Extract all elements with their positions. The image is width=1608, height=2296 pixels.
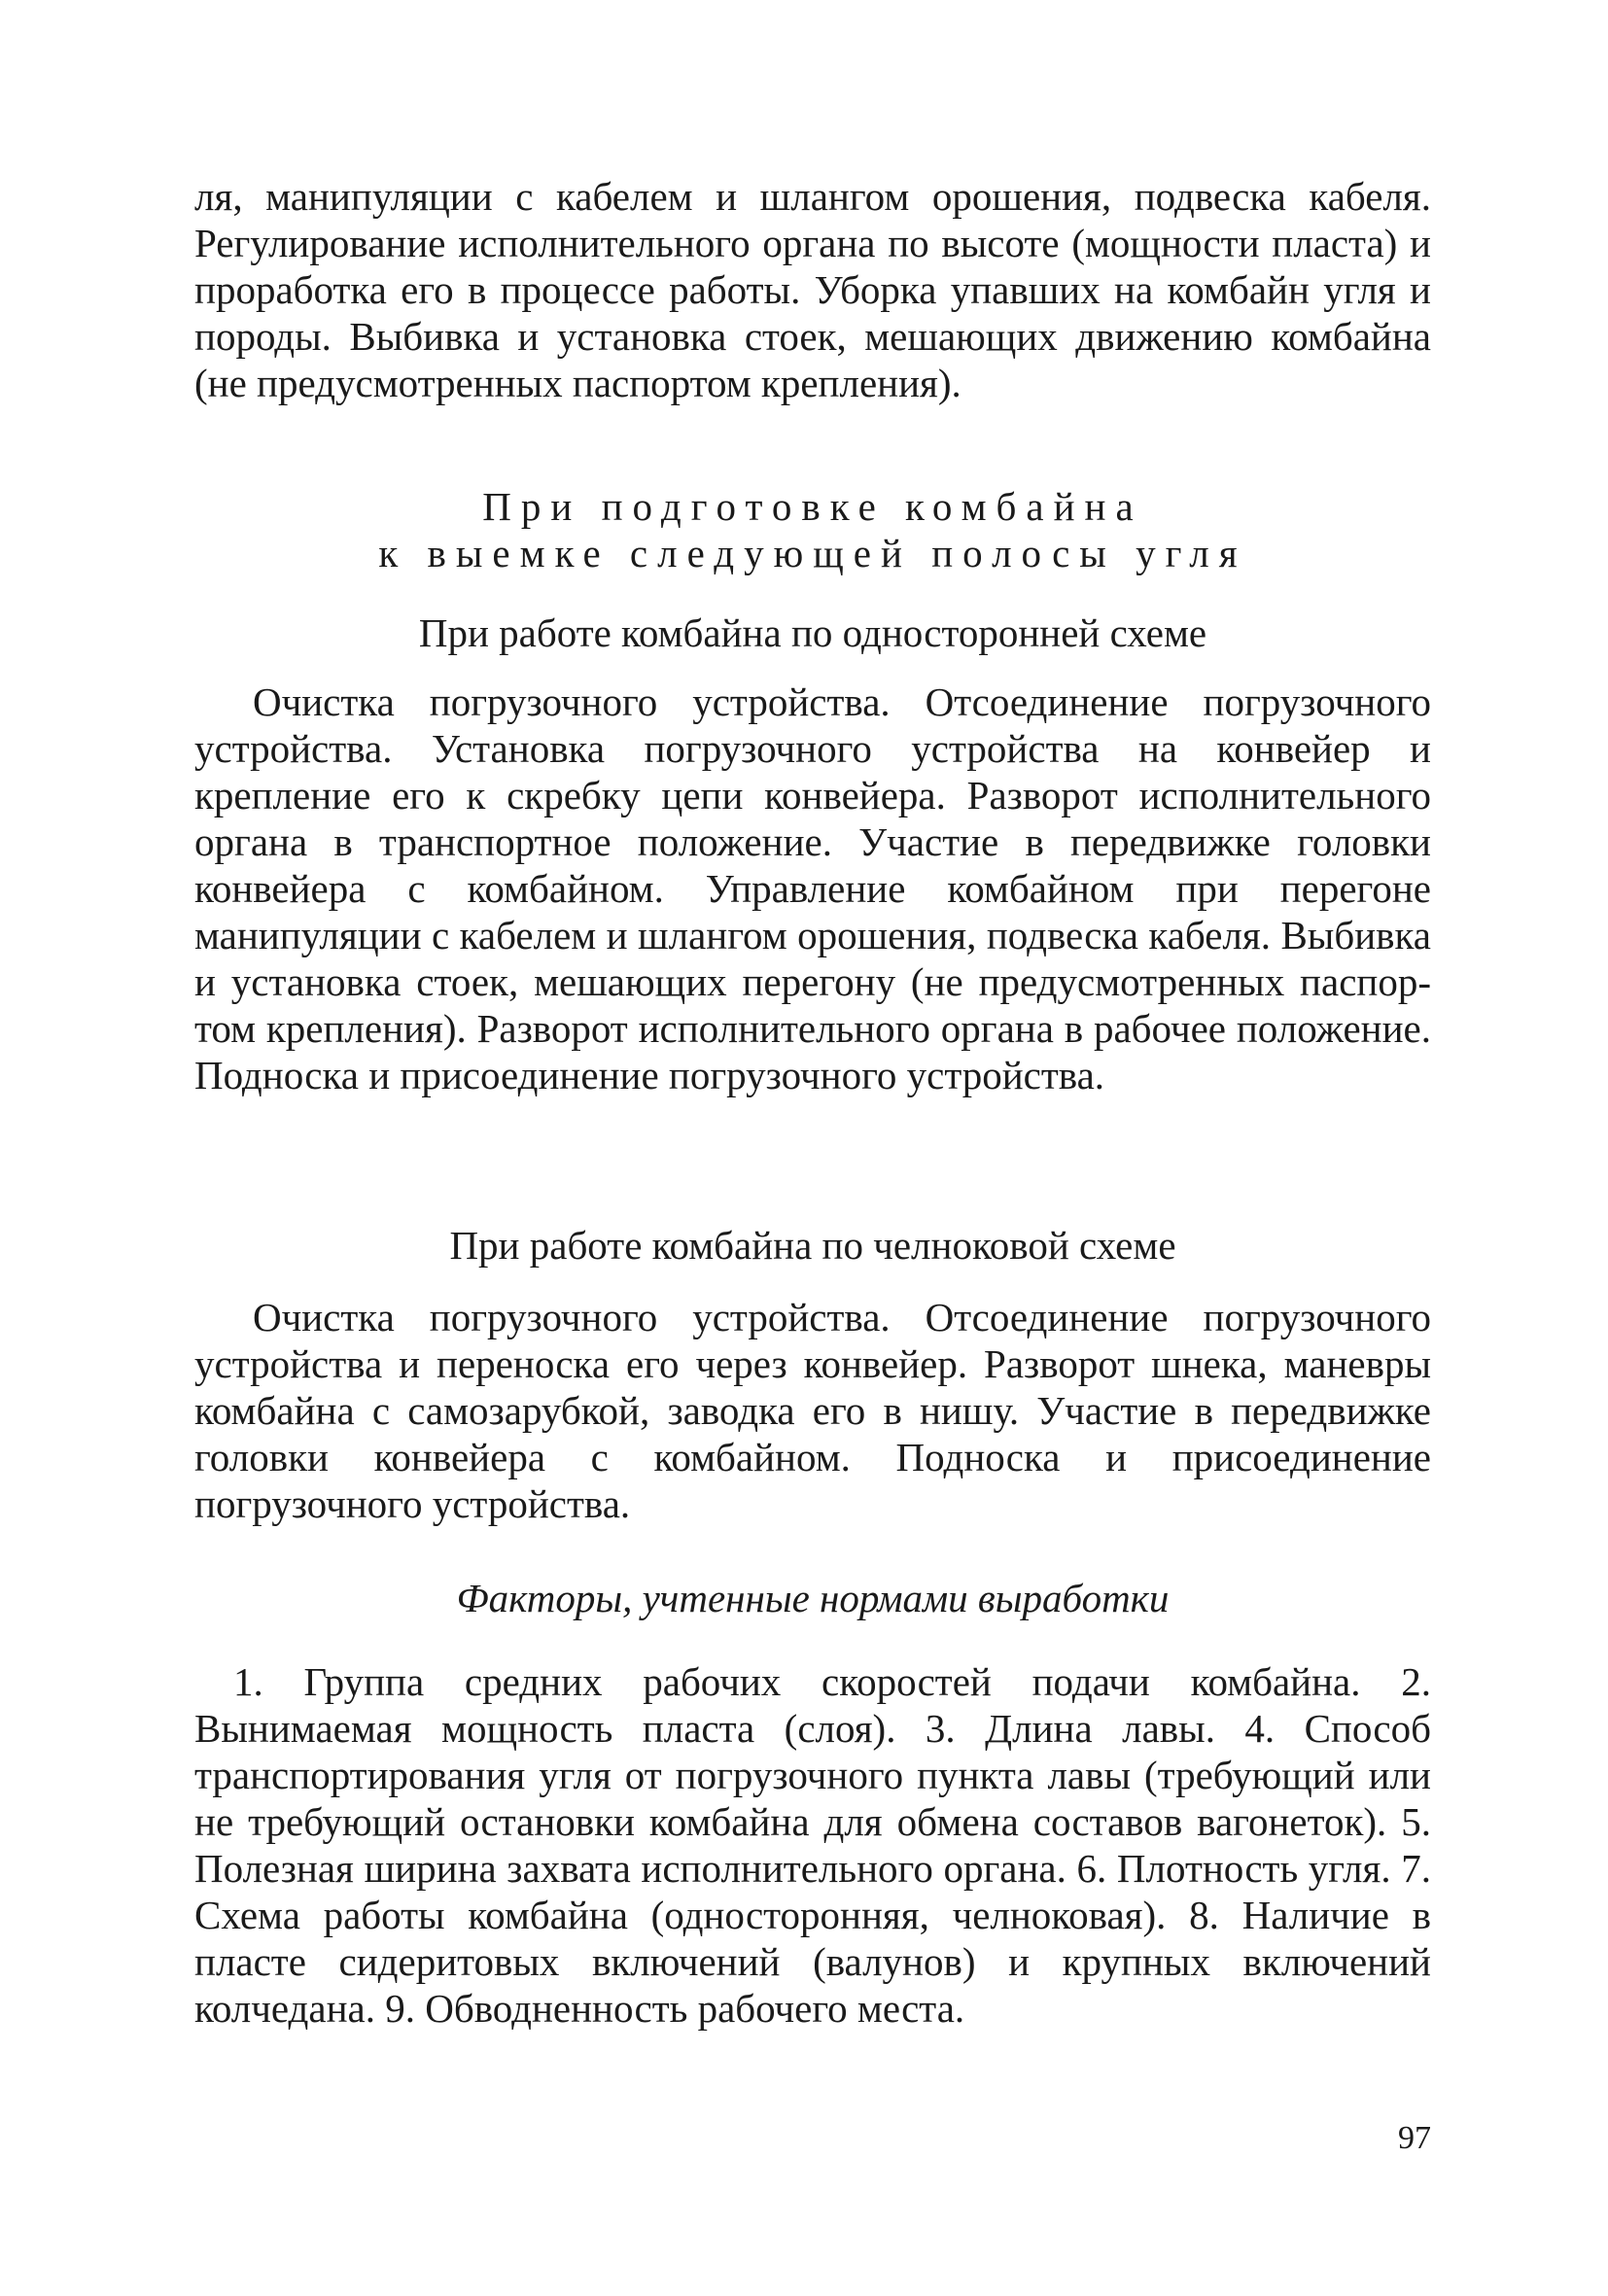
subheading-factors: Факторы, учтенные нормами выработки bbox=[456, 1576, 1170, 1620]
section-heading-preparation-line-1: При подготовке комбайна bbox=[482, 484, 1143, 529]
subheading-shuttle-scheme: При работе комбайна по челноковой схеме bbox=[449, 1223, 1176, 1268]
paragraph-one-sided-scheme: Очистка погрузочного устройства. Отсоединение погрузочного устройства. Установка погрузочного устройства на конвейер и крепление его к скребку цепи конвейера. Разворот исполнительного органа в транспортное положение. Участие в передвижке головки конвейера с комбайном. Управление комбайном при перегоне манипуляции с кабелем и шлангом орошения, подвеска кабеля. Выбивка и установка стоек, мешающих перегону (не предусмотренных паспортом крепления). Разворот исполнительного органа в рабочее положение. Подноска и присоединение погрузочного устройства. bbox=[194, 679, 1431, 1097]
paragraph-shuttle-scheme: Очистка погрузочного устройства. Отсоединение погрузочного устройства и переноска его через конвейер. Разворот шнека, маневры комбайна с самозарубкой, заводка его в нишу. Участие в передвижке головки конвейера с комбайном. Подноска и присоединение погрузочного устройства. bbox=[194, 1295, 1431, 1526]
section-heading-preparation-line-2: к выемке следующей полосы угля bbox=[378, 531, 1247, 575]
page-number: 97 bbox=[1398, 2120, 1431, 2156]
intro-paragraph: ля, манипуляции с кабелем и шлангом орошения, подвеска кабеля. Регулирование исполнительного органа по высоте (мощности пласта) и проработка его в процессе работы. Уборка упавших на комбайн угля и породы. Выбивка и установка стоек, мешающих движению комбайна (не предусмотренных паспортом крепления). bbox=[194, 174, 1431, 405]
paragraph-factors-list: 1. Группа средних рабочих скоростей подачи комбайна. 2. Вынимаемая мощность пласта (слоя). 3. Длина лавы. 4. Способ транспортирования угля от погрузочного пункта лавы (требующий или не требующий остановки комбайна для обмена составов вагонеток). 5. Полезная ширина захвата исполнительного органа. 6. Плотность угля. 7. Схема работы комбайна (односторонняя, челноковая). 8. Наличие в пласте сидеритовых включений (валунов) и крупных включений колчедана. 9. Обводненность рабочего места. bbox=[194, 1659, 1431, 2031]
subheading-one-sided-scheme: При работе комбайна по односторонней схеме bbox=[418, 610, 1207, 655]
